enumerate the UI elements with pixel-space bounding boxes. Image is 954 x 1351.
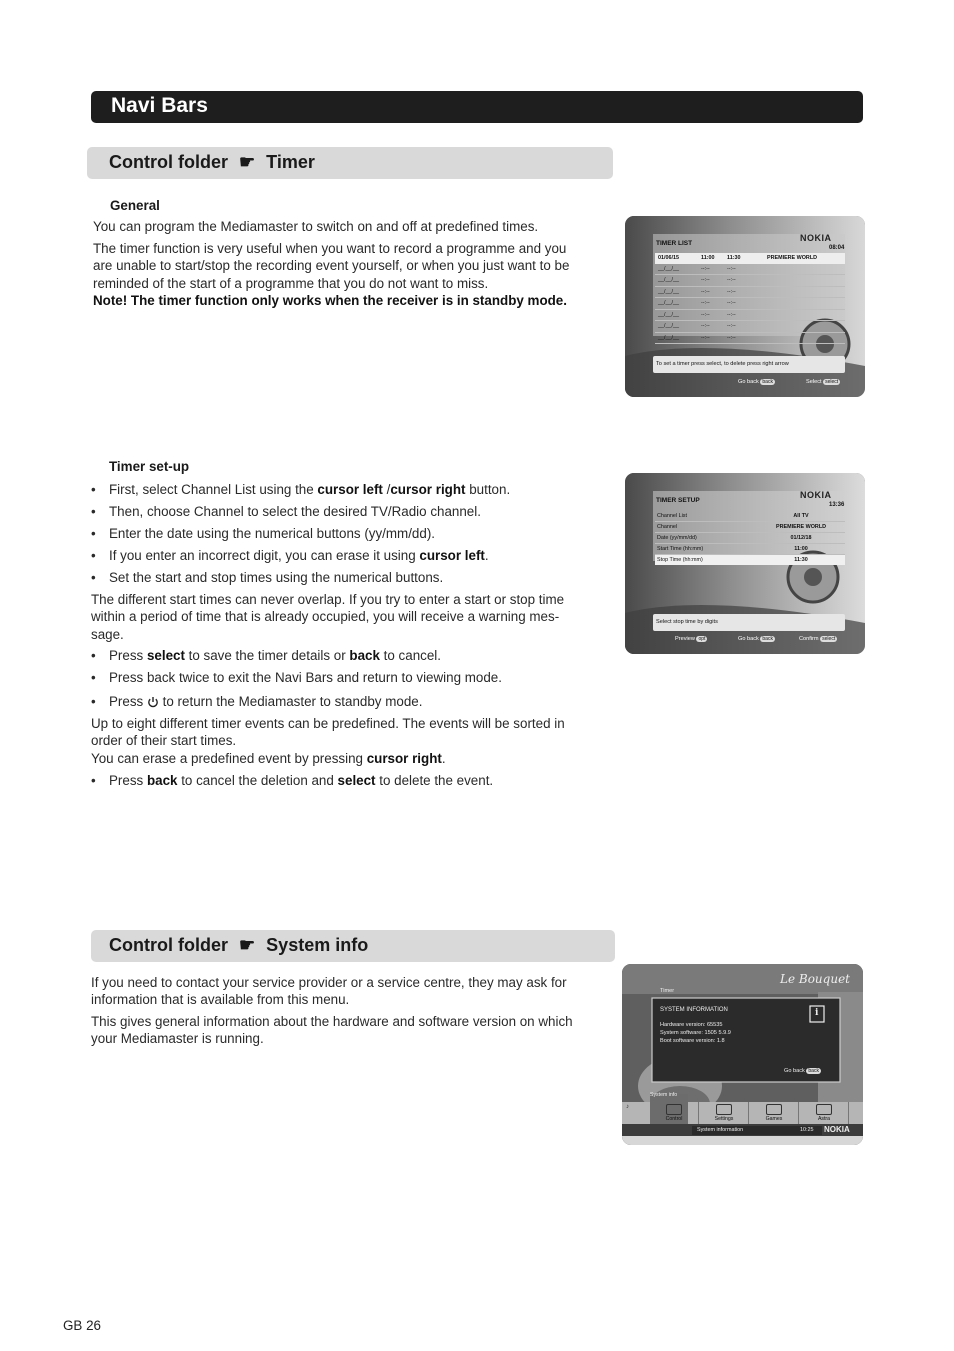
power-icon (147, 696, 159, 708)
timer-setup-heading: Timer set-up (109, 459, 190, 474)
timer-list-cell: 11:00 (701, 255, 715, 261)
info-icon: i (815, 1008, 819, 1018)
timer-list-row[interactable] (655, 310, 845, 322)
timer-setup-label: Channel List (657, 513, 687, 519)
timer-list-cell: --:-- (701, 277, 710, 283)
timer-list-cell: 01/06/15 (658, 255, 679, 261)
timer-list-screenshot (625, 216, 865, 397)
nokia-logo: NOKIA (800, 490, 832, 500)
timer-setup-value: 01/12/18 (790, 535, 812, 541)
sysinfo-para2: This gives general information about the hardware and software version on which your Mediamaster is running. (91, 1014, 573, 1047)
general-heading: General (110, 198, 160, 213)
timer-tab-label: Timer (660, 988, 675, 994)
navi-bar-item[interactable] (800, 1102, 849, 1124)
navi-bar-item-icon (716, 1104, 732, 1115)
timer-setup-title: TIMER SETUP (656, 497, 700, 504)
timer-list-cell: --:-- (727, 277, 736, 283)
timer-list-cell: --:-- (727, 334, 736, 341)
section-heading-prefix: Control folder (109, 935, 228, 955)
timer-setup-value: PREMIERE WORLD (775, 524, 827, 530)
select-key-icon: select (825, 379, 839, 385)
timer-setup-value: All TV (793, 513, 809, 519)
timer-setup-value: 11:30 (794, 557, 808, 563)
section-heading-timer (87, 147, 613, 179)
nokia-logo: NOKIA (800, 233, 832, 243)
timer-setup-label: Start Time (hh:mm) (657, 546, 704, 552)
timer-list-clock: 08:04 (829, 245, 845, 251)
timer-list-row[interactable] (655, 275, 845, 287)
navi-bar-item[interactable] (650, 1102, 699, 1124)
timer-setup-value: 11:00 (794, 546, 808, 552)
timer-setup-label: Stop Time (hh:mm) (657, 557, 703, 563)
nokia-logo: NOKIA (824, 1125, 850, 1134)
timer-list-row[interactable] (655, 333, 845, 345)
timer-list-cell: --:-- (727, 265, 736, 272)
general-para1: You can program the Mediamaster to switch on and off at predefined times. (93, 219, 539, 234)
pointing-hand-icon: ☛ (239, 152, 256, 172)
timer-list-cell: __/__/__ (658, 334, 679, 341)
timer-list-cell: --:-- (727, 300, 736, 306)
sysinfo-lines: Hardware version: 65535 System software: 1505 5.9.9 Boot software version: 1.8 (660, 1022, 731, 1044)
navi-bar-item-icon (666, 1104, 682, 1115)
timer-list-cell: --:-- (701, 288, 710, 295)
pointing-hand-icon: ☛ (239, 935, 256, 955)
timer-setup-form (655, 511, 845, 565)
navi-bar-item-label: Astra (817, 1116, 831, 1122)
timer-list-cell: --:-- (701, 311, 710, 318)
navi-bar-item-label: Settings (714, 1116, 734, 1122)
timer-setup-field[interactable] (655, 511, 845, 522)
section-heading-prefix: Control folder (109, 152, 228, 172)
timer-setup-field[interactable] (655, 544, 845, 555)
section-heading-suffix: System info (266, 935, 369, 955)
timer-setup-screenshot (625, 473, 865, 654)
navi-bar-item-label: Games (765, 1116, 783, 1122)
timer-setup-preview: Preview opt (675, 636, 706, 642)
timer-list-title: TIMER LIST (656, 240, 693, 247)
status-text: System information (697, 1127, 744, 1133)
timer-list-table (655, 253, 845, 344)
back-key-icon: back (762, 379, 773, 385)
timer-setup-goback: Go back back (738, 636, 773, 642)
timer-list-cell: __/__/__ (658, 277, 679, 283)
overlap-para: The different start times can never overlap. If you try to enter a start or stop time within a period of time that is already occupied, you will receive a warning mes- sage. (91, 592, 565, 642)
navi-bar-item-icon (766, 1104, 782, 1115)
back-key-icon: back (762, 636, 773, 642)
timer-setup-clock: 13:36 (829, 502, 845, 508)
timer-list-cell: --:-- (701, 265, 710, 272)
section-heading-suffix: Timer (266, 152, 315, 172)
timer-list-row[interactable] (655, 264, 845, 276)
general-para2: The timer function is very useful when you want to record a programme and you are unable to start/stop the recording event yourself, or when you just want to be reminded of the start of a programme that you do not want to miss. (93, 241, 570, 291)
system-info-screenshot (622, 964, 863, 1145)
navi-bar-item[interactable] (700, 1102, 749, 1124)
title-bar (91, 91, 863, 123)
back-key-icon: back (808, 1068, 819, 1074)
timer-list-cell: 11:30 (727, 255, 741, 261)
sysinfo-dialog-title: SYSTEM INFORMATION (660, 1007, 728, 1013)
select-key-icon: select (822, 636, 836, 642)
eight-events-para: Up to eight different timer events can be predefined. The events will be sorted in order of their start times. You can erase a predefined event by pressing cursor right. (91, 716, 565, 766)
timer-list-cell: __/__/__ (658, 265, 679, 272)
navi-bar-item-label: Control (665, 1116, 683, 1122)
sysinfo-goback: Go back back (784, 1068, 819, 1074)
page-title: Navi Bars (111, 94, 208, 117)
timer-list-row[interactable] (655, 321, 845, 333)
timer-list-cell: --:-- (727, 323, 736, 329)
section-heading-system-info (91, 930, 615, 962)
timer-list-cell: PREMIERE WORLD (767, 255, 818, 261)
timer-setup-label: Channel (657, 524, 678, 530)
timer-setup-field[interactable] (655, 522, 845, 533)
timer-setup-hint: Select stop time by digits (656, 619, 718, 625)
timer-list-cell: --:-- (701, 334, 710, 341)
opt-key-icon: opt (698, 636, 706, 642)
timer-list-cell: --:-- (727, 311, 736, 318)
system-info-crumb: System info (650, 1092, 678, 1098)
timer-list-cell: __/__/__ (658, 300, 679, 306)
timer-list-row[interactable] (655, 298, 845, 310)
timer-list-cell: --:-- (701, 300, 710, 306)
timer-list-cell: __/__/__ (658, 311, 679, 318)
timer-list-select: Select select (806, 379, 839, 385)
music-icon: ♪ (626, 1104, 629, 1110)
le-bouquet-logo: Le Bouquet (780, 972, 850, 986)
page-number: GB 26 (63, 1318, 101, 1333)
timer-list-cell: __/__/__ (658, 323, 679, 329)
navi-bar-item[interactable] (750, 1102, 799, 1124)
navi-bar-item-icon (816, 1104, 832, 1115)
timer-setup-label: Date (yy/mm/dd) (657, 535, 697, 541)
timer-list-goback: Go back back (738, 379, 773, 385)
general-note: Note! The timer function only works when the receiver is in standby mode. (93, 293, 567, 308)
timer-list-hint: To set a timer press select, to delete press right arrow (656, 361, 789, 367)
timer-list-cell: --:-- (727, 288, 736, 295)
timer-setup-field[interactable] (655, 555, 845, 565)
timer-setup-field[interactable] (655, 533, 845, 544)
navi-bar (650, 1102, 863, 1124)
status-clock: 10:25 (800, 1127, 814, 1133)
timer-list-row[interactable] (655, 287, 845, 299)
timer-list-cell: --:-- (701, 323, 710, 329)
sysinfo-para1: If you need to contact your service provider or a service centre, they may ask for information that is available from this menu. (91, 975, 567, 1008)
timer-setup-confirm: Confirm select (799, 636, 836, 642)
timer-list-row[interactable] (655, 253, 845, 264)
timer-list-cell: __/__/__ (658, 288, 679, 295)
